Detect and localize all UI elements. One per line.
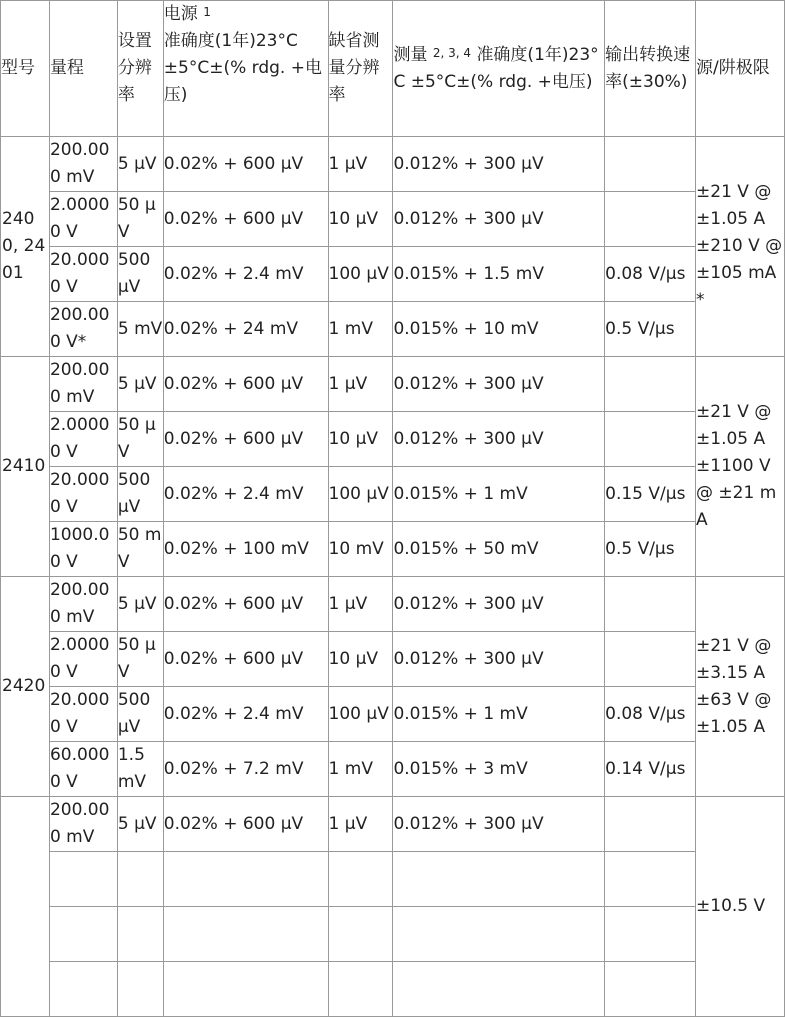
slew-rate-cell (605, 137, 696, 192)
meas-accuracy-cell: 0.015% + 3 mV (393, 742, 605, 797)
set-resolution-cell: 5 µV (117, 137, 163, 192)
range-cell (49, 852, 117, 907)
range-cell: 200.000 mV (49, 137, 117, 192)
range-cell: 20.0000 V (49, 467, 117, 522)
range-cell: 200.000 mV (49, 577, 117, 632)
meas-resolution-cell: 10 µV (328, 192, 393, 247)
header-slew-rate: 输出转换速率(±30%) (605, 1, 696, 137)
set-resolution-cell: 500 µV (117, 687, 163, 742)
range-cell (49, 907, 117, 962)
slew-rate-cell (605, 907, 696, 962)
meas-resolution-cell: 1 mV (328, 742, 393, 797)
slew-rate-cell: 0.15 V/µs (605, 467, 696, 522)
set-resolution-cell: 1.5 mV (117, 742, 163, 797)
source-accuracy-cell: 0.02% + 600 µV (163, 412, 328, 467)
limit-cell: ±21 V @ ±3.15 A ±63 V @ ±1.05 A (696, 577, 785, 797)
slew-rate-cell (605, 412, 696, 467)
set-resolution-cell (117, 962, 163, 1017)
header-source-footnote: 1 (203, 5, 211, 19)
source-accuracy-cell (163, 962, 328, 1017)
table-row (1, 467, 785, 522)
range-cell: 20.0000 V (49, 687, 117, 742)
header-measure-title: 测量 (393, 44, 428, 65)
meas-accuracy-cell: 0.012% + 300 µV (393, 357, 605, 412)
header-set-resolution: 设置分辨率 (117, 1, 163, 137)
table-row (1, 577, 785, 632)
source-accuracy-cell: 0.02% + 2.4 mV (163, 687, 328, 742)
model-cell: 2420 (1, 577, 50, 797)
meas-accuracy-cell: 0.012% + 300 µV (393, 137, 605, 192)
header-source-title: 电源 (163, 4, 198, 24)
header-measure (393, 1, 605, 137)
table-row (1, 852, 785, 907)
range-cell (49, 962, 117, 1017)
meas-accuracy-cell: 0.012% + 300 µV (393, 412, 605, 467)
meas-accuracy-cell: 0.012% + 300 µV (393, 577, 605, 632)
set-resolution-cell (117, 907, 163, 962)
slew-rate-cell (605, 577, 696, 632)
table-row (1, 687, 785, 742)
limit-cell: ±10.5 V (696, 797, 785, 1017)
meas-resolution-cell: 10 µV (328, 412, 393, 467)
meas-accuracy-cell: 0.012% + 300 µV (393, 192, 605, 247)
meas-accuracy-cell: 0.012% + 300 µV (393, 797, 605, 852)
set-resolution-cell: 5 µV (117, 357, 163, 412)
range-cell: 200.000 V* (49, 302, 117, 357)
model-cell: 2400, 2401 (1, 137, 50, 357)
source-accuracy-cell (163, 852, 328, 907)
range-cell: 200.000 mV (49, 357, 117, 412)
table-row (1, 357, 785, 412)
table-row (1, 962, 785, 1017)
set-resolution-cell: 50 mV (117, 522, 163, 577)
slew-rate-cell (605, 797, 696, 852)
meas-resolution-cell: 100 µV (328, 687, 393, 742)
set-resolution-cell: 50 µV (117, 412, 163, 467)
table-row (1, 247, 785, 302)
table-row (1, 742, 785, 797)
set-resolution-cell: 500 µV (117, 247, 163, 302)
meas-resolution-cell: 100 µV (328, 247, 393, 302)
set-resolution-cell: 500 µV (117, 467, 163, 522)
header-source (163, 1, 328, 137)
meas-accuracy-cell: 0.015% + 50 mV (393, 522, 605, 577)
source-accuracy-cell: 0.02% + 2.4 mV (163, 467, 328, 522)
slew-rate-cell (605, 632, 696, 687)
meas-resolution-cell: 1 µV (328, 137, 393, 192)
limit-cell: ±21 V @ ±1.05 A ±210 V @ ±105 mA* (696, 137, 785, 357)
model-cell: 2410 (1, 357, 50, 577)
source-accuracy-cell: 0.02% + 600 µV (163, 632, 328, 687)
range-cell: 200.000 mV (49, 797, 117, 852)
meas-accuracy-cell: 0.015% + 1 mV (393, 687, 605, 742)
slew-rate-cell (605, 357, 696, 412)
meas-resolution-cell (328, 907, 393, 962)
slew-rate-cell (605, 852, 696, 907)
source-accuracy-cell: 0.02% + 600 µV (163, 192, 328, 247)
meas-accuracy-cell (393, 962, 605, 1017)
source-accuracy-cell: 0.02% + 2.4 mV (163, 247, 328, 302)
header-measure-accuracy: 准确度(1年)23°C ±5°C±(% rdg. +电压) (393, 44, 599, 92)
meas-resolution-cell: 1 mV (328, 302, 393, 357)
header-default-meas-resolution: 缺省测量分辨率 (328, 1, 393, 137)
table-row (1, 192, 785, 247)
meas-resolution-cell: 100 µV (328, 467, 393, 522)
meas-accuracy-cell: 0.012% + 300 µV (393, 632, 605, 687)
meas-accuracy-cell: 0.015% + 1 mV (393, 467, 605, 522)
set-resolution-cell: 5 mV (117, 302, 163, 357)
model-cell (1, 797, 50, 1017)
slew-rate-cell: 0.5 V/µs (605, 302, 696, 357)
range-cell: 20.0000 V (49, 247, 117, 302)
table-row (1, 797, 785, 852)
slew-rate-cell: 0.5 V/µs (605, 522, 696, 577)
meas-accuracy-cell: 0.015% + 10 mV (393, 302, 605, 357)
limit-cell: ±21 V @ ±1.05 A ±1100 V @ ±21 mA (696, 357, 785, 577)
set-resolution-cell (117, 852, 163, 907)
source-accuracy-cell: 0.02% + 100 mV (163, 522, 328, 577)
table-row (1, 632, 785, 687)
meas-resolution-cell (328, 852, 393, 907)
meas-resolution-cell: 10 µV (328, 632, 393, 687)
source-accuracy-cell: 0.02% + 600 µV (163, 577, 328, 632)
meas-resolution-cell: 1 µV (328, 797, 393, 852)
header-source-accuracy: 准确度(1年)23°C ±5°C±(% rdg. +电压) (163, 31, 322, 105)
range-cell: 2.00000 V (49, 632, 117, 687)
range-cell: 2.00000 V (49, 412, 117, 467)
table-row (1, 302, 785, 357)
meas-accuracy-cell (393, 852, 605, 907)
source-accuracy-cell (163, 907, 328, 962)
set-resolution-cell: 50 µV (117, 632, 163, 687)
slew-rate-cell: 0.08 V/µs (605, 687, 696, 742)
source-accuracy-cell: 0.02% + 7.2 mV (163, 742, 328, 797)
header-model: 型号 (1, 1, 50, 137)
meas-accuracy-cell (393, 907, 605, 962)
set-resolution-cell: 5 µV (117, 577, 163, 632)
table-row (1, 522, 785, 577)
header-measure-footnote: 2, 3, 4 (432, 45, 472, 60)
table-row (1, 907, 785, 962)
meas-accuracy-cell: 0.015% + 1.5 mV (393, 247, 605, 302)
header-row (1, 1, 785, 137)
source-accuracy-cell: 0.02% + 24 mV (163, 302, 328, 357)
meas-resolution-cell: 10 mV (328, 522, 393, 577)
source-accuracy-cell: 0.02% + 600 µV (163, 137, 328, 192)
slew-rate-cell (605, 192, 696, 247)
meas-resolution-cell: 1 µV (328, 357, 393, 412)
range-cell: 2.00000 V (49, 192, 117, 247)
header-limit: 源/阱极限 (696, 1, 785, 137)
header-range: 量程 (49, 1, 117, 137)
range-cell: 60.0000 V (49, 742, 117, 797)
slew-rate-cell (605, 962, 696, 1017)
table-row (1, 137, 785, 192)
table-row (1, 412, 785, 467)
slew-rate-cell: 0.14 V/µs (605, 742, 696, 797)
source-accuracy-cell: 0.02% + 600 µV (163, 797, 328, 852)
meas-resolution-cell: 1 µV (328, 577, 393, 632)
set-resolution-cell: 5 µV (117, 797, 163, 852)
source-accuracy-cell: 0.02% + 600 µV (163, 357, 328, 412)
set-resolution-cell: 50 µV (117, 192, 163, 247)
range-cell: 1000.00 V (49, 522, 117, 577)
slew-rate-cell: 0.08 V/µs (605, 247, 696, 302)
meas-resolution-cell (328, 962, 393, 1017)
